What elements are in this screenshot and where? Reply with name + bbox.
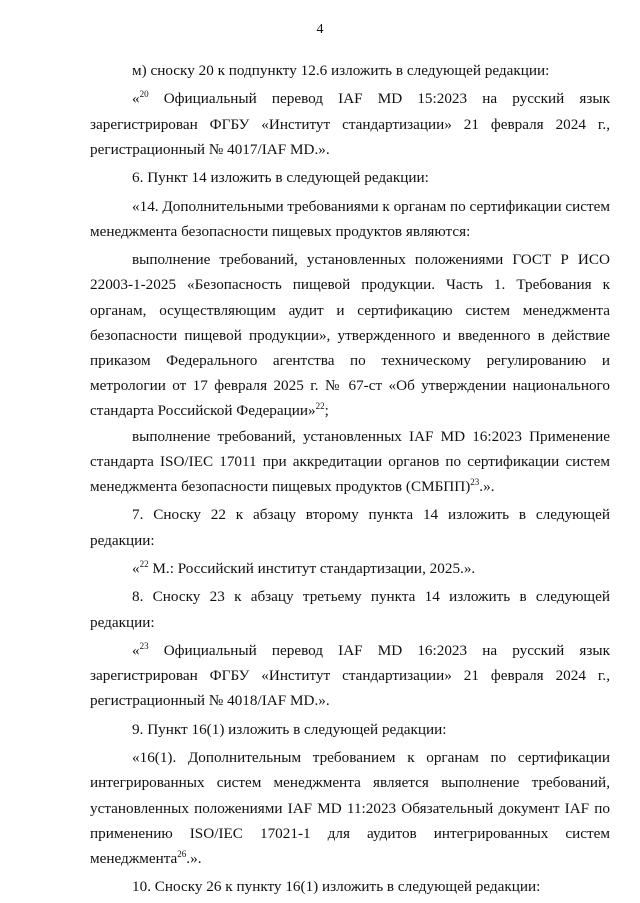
paragraph-text: выполнение требований, установленных IAF MD 16:2023 Применение стандарта ISO/IEC 17011 при аккредитации органов по сертификации систем менеджмента безопасности пищевых продуктов (СМБПП)	[90, 427, 610, 495]
paragraph-text: выполнение требований, установленных положениями ГОСТ Р ИСО 22003-1-2025 «Безопасность пищевой продукции. Часть 1. Требования к органам, осуществляющим аудит и сертификацию систем менеджмента безопасности пищевой продукции», утвержденного и введенного в действие приказом Федерального агентства по техническому регулированию и метрологии от 17 февраля 2025 г. № 67-ст «Об утверждении национального стандарта Российской Федерации»	[90, 251, 610, 420]
paragraph	[90, 165, 610, 190]
paragraph	[90, 424, 610, 500]
paragraph	[90, 584, 610, 634]
paragraph-text: 10. Сноску 26 к пункту 16(1) изложить в следующей редакции:	[132, 878, 541, 896]
paragraph	[90, 86, 610, 162]
footnote-marker: 20	[139, 89, 149, 100]
paragraph	[90, 874, 610, 899]
paragraph	[90, 58, 610, 83]
paragraph-text: Официальный перевод IAF MD 16:2023 на русский язык зарегистрирован ФГБУ «Институт стандартизации» 21 февраля 2024 г., регистрационный № 4018/IAF MD.».	[90, 641, 610, 710]
paragraph-text: «	[132, 641, 140, 659]
footnote-marker: 23	[470, 477, 480, 487]
footnote-marker: 26	[177, 848, 187, 859]
footnote-marker: 23	[139, 640, 149, 651]
paragraph-text: .».	[479, 478, 495, 495]
paragraph-text: м) сноску 20 к подпункту 12.6 изложить в следующей редакции:	[132, 62, 550, 79]
paragraph	[90, 745, 610, 871]
paragraph	[90, 556, 610, 581]
footnote-marker: 22	[315, 401, 325, 412]
paragraph-text: ;	[324, 402, 329, 420]
paragraph-text: .».	[186, 849, 202, 867]
paragraph	[90, 717, 610, 742]
paragraph-text: «16(1). Дополнительным требованием к органам по сертификации интегрированных систем менеджмента является выполнение требований, установленных положениями IAF MD 11:2023 Обязательный документ IAF по применению ISO/IEC 17021-1 для аудитов интегрированных систем менеджмента	[90, 749, 610, 867]
paragraph-text: 8. Сноску 23 к абзацу третьему пункта 14 изложить в следующей редакции:	[90, 588, 610, 631]
paragraph-text: Официальный перевод IAF MD 15:2023 на русский язык зарегистрирован ФГБУ «Институт стандартизации» 21 февраля 2024 г., регистрационный № 4017/IAF MD.».	[90, 90, 610, 158]
document-body	[90, 58, 610, 903]
paragraph-text: 7. Сноску 22 к абзацу второму пункта 14 изложить в следующей редакции:	[90, 506, 610, 549]
paragraph-text: «	[132, 90, 140, 108]
paragraph	[90, 502, 610, 552]
paragraph-text: М.: Российский институт стандартизации, 2025.».	[148, 559, 476, 577]
paragraph-text: «14. Дополнительными требованиями к органам по сертификации систем менеджмента безопасности пищевых продуктов являются:	[90, 197, 610, 240]
paragraph	[90, 638, 610, 714]
paragraph-text: 6. Пункт 14 изложить в следующей редакции:	[132, 169, 429, 187]
page-number: 4	[316, 22, 324, 37]
paragraph-text: «	[132, 559, 140, 577]
paragraph-text: 9. Пункт 16(1) изложить в следующей редакции:	[132, 720, 447, 738]
paragraph	[90, 247, 610, 423]
footnote-marker: 22	[139, 558, 149, 569]
paragraph	[90, 194, 610, 244]
